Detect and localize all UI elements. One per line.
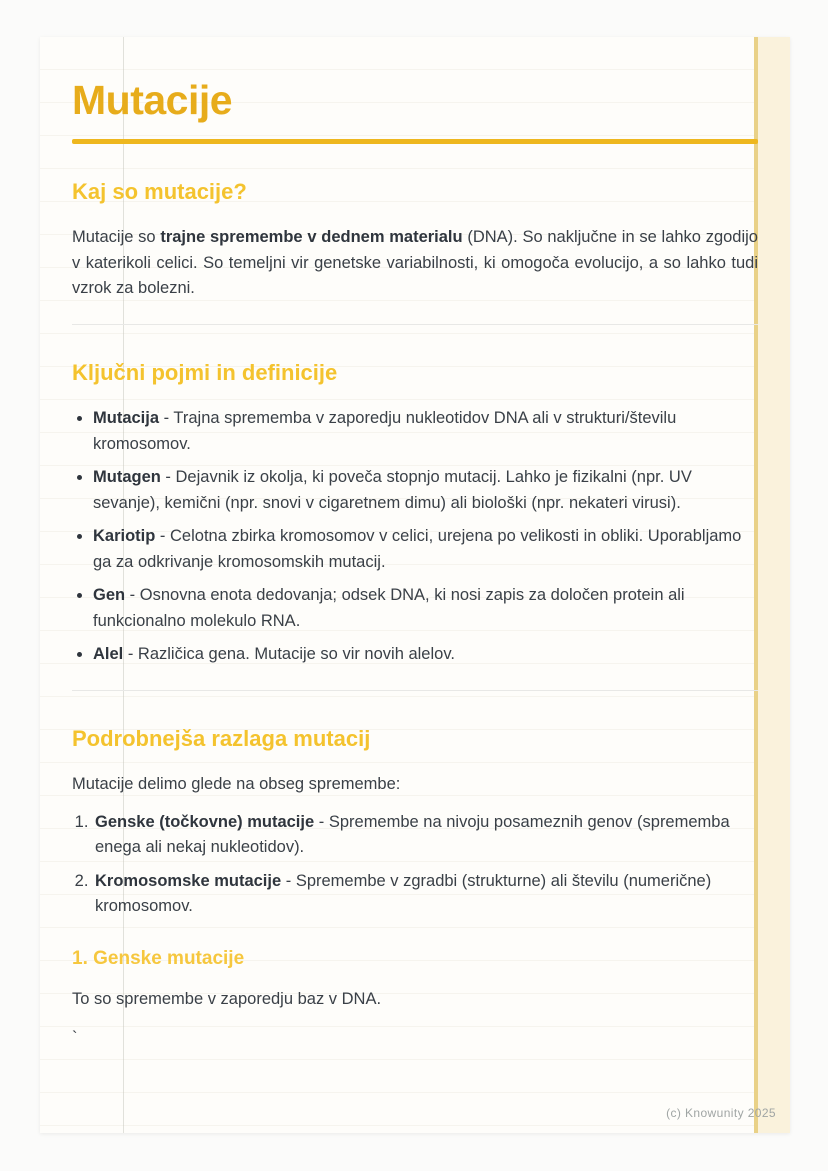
list-item bbox=[93, 465, 758, 516]
term-name: Kromosomske mutacije bbox=[95, 871, 282, 890]
term-definition: - Spremembe v zgradbi (strukturne) ali številu (numerične) kromosomov. bbox=[95, 871, 712, 916]
section-divider bbox=[72, 324, 758, 325]
gene-mutations-paragraph: To so spremembe v zaporedju baz v DNA. bbox=[72, 989, 382, 1008]
key-terms-list bbox=[72, 406, 758, 668]
list-item bbox=[93, 810, 758, 861]
term-name: Genske (točkovne) mutacije bbox=[95, 812, 315, 831]
section-divider bbox=[72, 690, 758, 691]
term-name: Mutacija bbox=[93, 409, 160, 428]
list-item bbox=[93, 869, 758, 920]
term-definition: - Dejavnik iz okolja, ki poveča stopnjo mutacij. Lahko je fizikalni (npr. UV sevanje), kemični (npr. snovi v cigaretnem dimu) ali biološki (npr. nekateri virusi). bbox=[93, 468, 692, 512]
term-definition: - Trajna sprememba v zaporedju nukleotidov DNA ali v strukturi/številu kromosomov. bbox=[93, 409, 677, 453]
title-underline-rule bbox=[72, 139, 758, 144]
list-item bbox=[93, 406, 758, 457]
term-definition: - Celotna zbirka kromosomov v celici, urejena po velikosti in obliki. Uporabljamo ga za odkrivanje kromosomskih mutacij. bbox=[93, 527, 742, 571]
term-name: Gen bbox=[93, 586, 126, 605]
intro-paragraph bbox=[72, 225, 758, 302]
intro-paragraph-bold: trajne spremembe v dednem materialu bbox=[160, 228, 463, 247]
term-definition: - Osnovna enota dedovanja; odsek DNA, ki nosi zapis za določen protein ali funkcionalno molekulo RNA. bbox=[93, 586, 685, 630]
term-name: Kariotip bbox=[93, 527, 156, 546]
term-definition: - Spremembe na nivoju posameznih genov (sprememba enega ali nekaj nukleotidov). bbox=[95, 812, 730, 857]
page-title: Mutacije bbox=[72, 77, 233, 123]
stray-backtick-character: ` bbox=[72, 1029, 78, 1048]
section-heading-what-are-mutations: Kaj so mutacije? bbox=[72, 178, 247, 204]
term-name: Alel bbox=[93, 645, 124, 664]
intro-paragraph-part: Mutacije so bbox=[72, 228, 161, 247]
lead-in-paragraph: Mutacije delimo glede na obseg spremembe: bbox=[72, 775, 401, 794]
document-page bbox=[40, 37, 790, 1133]
right-accent-band bbox=[754, 37, 790, 1133]
list-item bbox=[93, 642, 758, 668]
subsection-heading-gene-mutations: 1. Genske mutacije bbox=[72, 947, 245, 969]
page-content bbox=[72, 78, 758, 1052]
copyright-footer: (c) Knowunity 2025 bbox=[666, 1106, 776, 1120]
term-name: Mutagen bbox=[93, 468, 161, 487]
section-heading-key-terms: Ključni pojmi in definicije bbox=[72, 359, 338, 385]
mutation-types-list bbox=[72, 810, 758, 920]
list-item bbox=[93, 583, 758, 634]
list-item bbox=[93, 524, 758, 575]
intro-paragraph-part: (DNA). So naključne in se lahko zgodijo v katerikoli celici. So temeljni vir genetske variabilnosti, ki omogoča evolucijo, a so lahko tudi vzrok za bolezni. bbox=[72, 228, 758, 298]
section-heading-detailed-explanation: Podrobnejša razlaga mutacij bbox=[72, 725, 371, 751]
term-definition: - Različica gena. Mutacije so vir novih alelov. bbox=[123, 645, 455, 664]
